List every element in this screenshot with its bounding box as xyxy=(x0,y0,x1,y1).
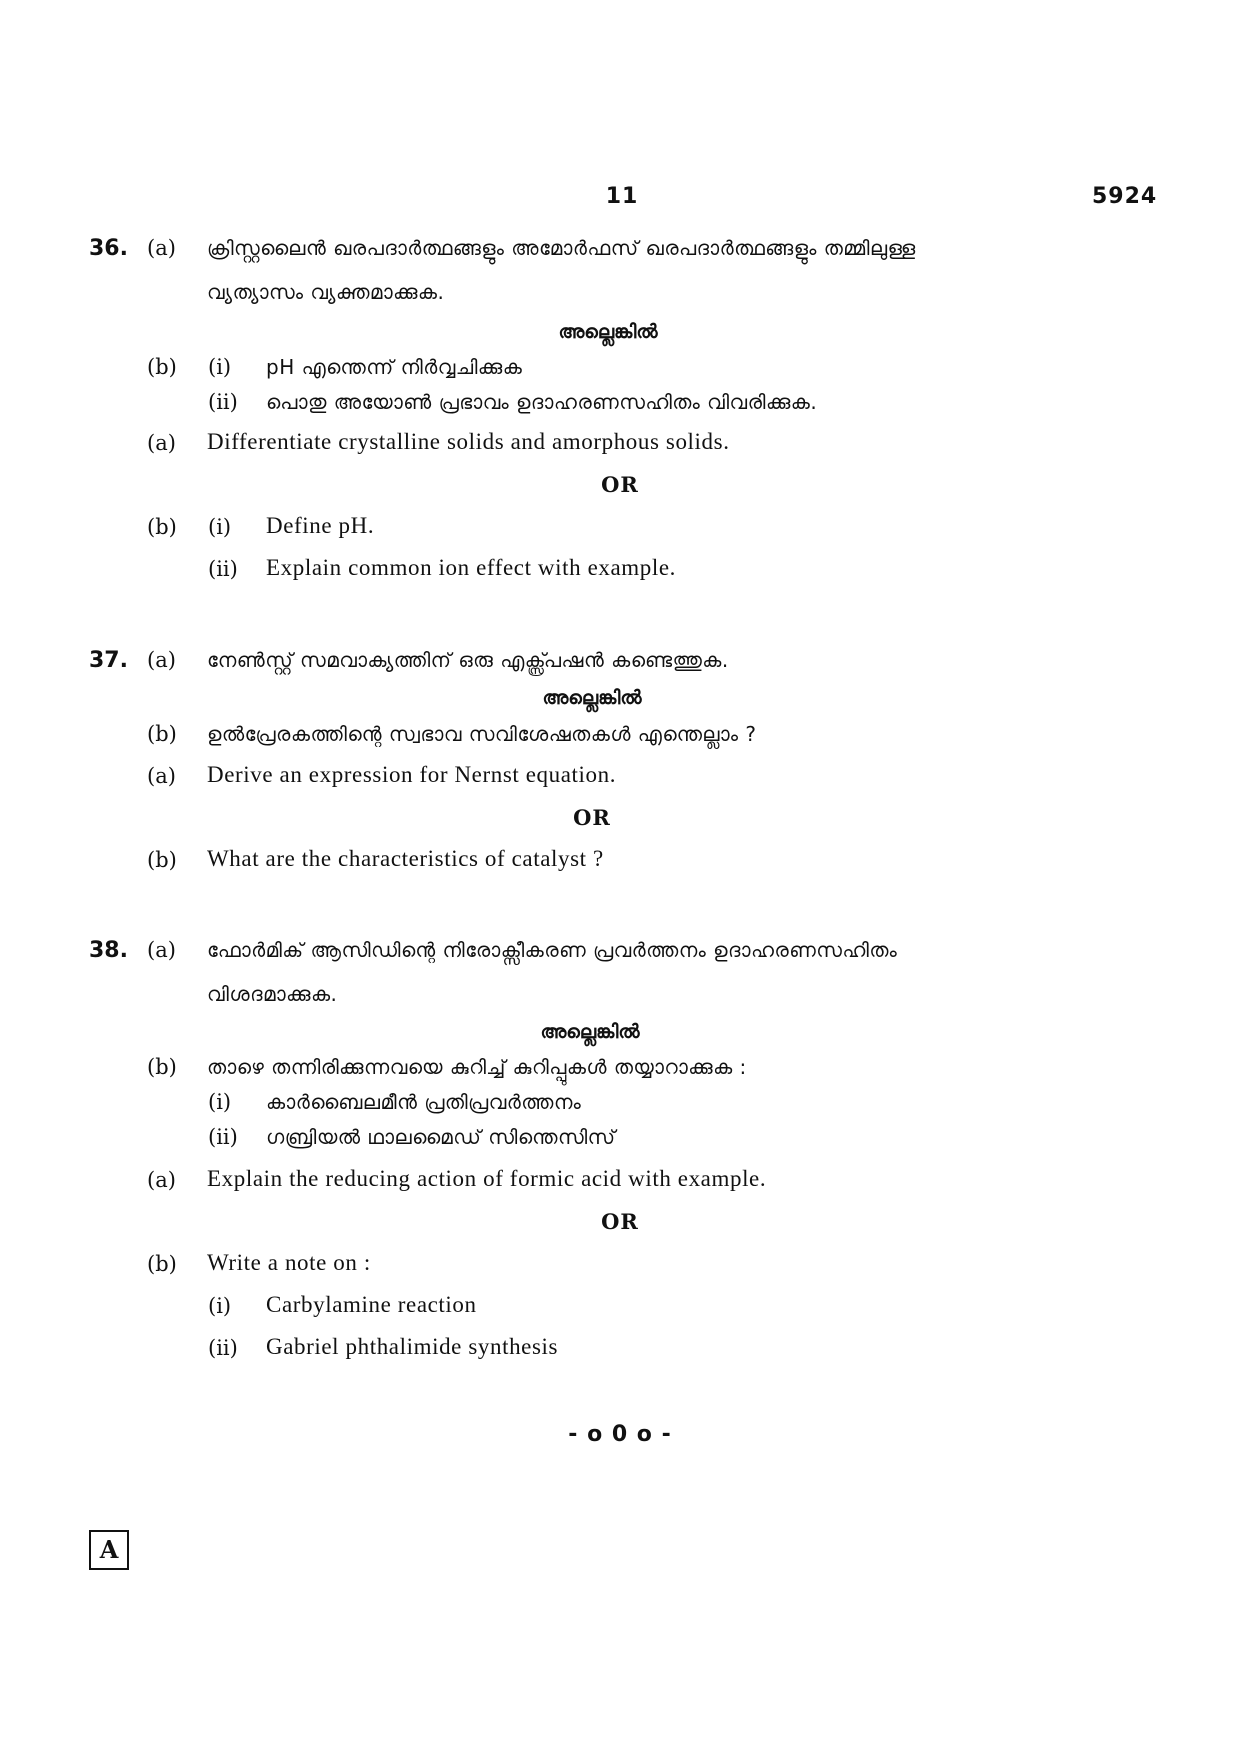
end-mark: - o 0 o - xyxy=(568,1422,672,1447)
sub-label-i: (i) xyxy=(208,1294,232,1318)
malayalam-text: കാർബൈലമീൻ പ്രതിപ്രവർത്തനം xyxy=(266,1090,582,1114)
english-text: What are the characteristics of catalyst ? xyxy=(207,846,604,871)
part-label-a: (a) xyxy=(147,938,176,962)
malayalam-text: ഫോർമിക് ആസിഡിന്റെ നിരോക്സീകരണ പ്രവർത്തനം ഉദാഹരണസഹിതം xyxy=(207,938,898,962)
part-label-a: (a) xyxy=(147,1168,176,1192)
part-label-b: (b) xyxy=(147,355,177,379)
english-text: Carbylamine reaction xyxy=(266,1292,477,1317)
sub-label-ii: (ii) xyxy=(208,557,238,581)
part-label-b: (b) xyxy=(147,1252,177,1276)
part-label-b: (b) xyxy=(147,722,177,746)
or-english: OR xyxy=(601,472,639,497)
malayalam-text: ക്രിസ്റ്റലൈൻ ഖരപദാർത്ഥങ്ങളും അമോർഫസ് ഖരപദാർത്ഥങ്ങളും തമ്മിലുള്ള xyxy=(207,236,916,260)
page-number: 11 xyxy=(605,184,639,209)
english-text: Write a note on : xyxy=(207,1250,371,1275)
malayalam-text: വ്യത്യാസം വ്യക്തമാക്കുക. xyxy=(207,280,445,304)
question-number: 37. xyxy=(89,648,128,673)
malayalam-text: താഴെ തന്നിരിക്കുന്നവയെ കുറിച്ച് കുറിപ്പുകൾ തയ്യാറാക്കുക : xyxy=(207,1055,747,1079)
english-text: Explain the reducing action of formic acid with example. xyxy=(207,1166,767,1191)
malayalam-text: നേൺസ്റ്റ് സമവാക്യത്തിന് ഒരു എക്സ്പ്രഷൻ കണ്ടെത്തുക. xyxy=(207,648,729,672)
paper-code: 5924 xyxy=(1092,184,1158,209)
version-box: A xyxy=(89,1530,129,1570)
english-text: Gabriel phthalimide synthesis xyxy=(266,1334,559,1359)
sub-label-i: (i) xyxy=(208,355,232,379)
sub-label-ii: (ii) xyxy=(208,390,238,414)
sub-label-ii: (ii) xyxy=(208,1336,238,1360)
part-label-b: (b) xyxy=(147,848,177,872)
part-label-a: (a) xyxy=(147,764,176,788)
or-english: OR xyxy=(573,805,611,830)
english-text: Define pH. xyxy=(266,513,375,538)
or-malayalam: അല്ലെങ്കിൽ xyxy=(542,687,642,709)
sub-label-i: (i) xyxy=(208,515,232,539)
english-text: Derive an expression for Nernst equation. xyxy=(207,762,617,787)
part-label-a: (a) xyxy=(147,236,176,260)
part-label-b: (b) xyxy=(147,515,177,539)
english-text: Differentiate crystalline solids and amorphous solids. xyxy=(207,429,730,454)
or-english: OR xyxy=(601,1209,639,1234)
sub-label-i: (i) xyxy=(208,1090,232,1114)
malayalam-text: വിശദമാക്കുക. xyxy=(207,982,338,1006)
malayalam-text: pH എന്തെന്ന് നിർവ്വചിക്കുക xyxy=(266,355,523,379)
malayalam-text: പൊതു അയോൺ പ്രഭാവം ഉദാഹരണസഹിതം വിവരിക്കുക. xyxy=(266,390,818,414)
part-label-a: (a) xyxy=(147,431,176,455)
question-number: 36. xyxy=(89,236,128,261)
or-malayalam: അല്ലെങ്കിൽ xyxy=(558,321,658,343)
part-label-a: (a) xyxy=(147,648,176,672)
malayalam-text: ഉൽപ്രേരകത്തിന്റെ സ്വഭാവ സവിശേഷതകൾ എന്തെല്ലാം ? xyxy=(207,722,757,746)
part-label-b: (b) xyxy=(147,1055,177,1079)
question-number: 38. xyxy=(89,938,128,963)
english-text: Explain common ion effect with example. xyxy=(266,555,677,580)
or-malayalam: അല്ലെങ്കിൽ xyxy=(540,1021,640,1043)
malayalam-text: ഗബ്രിയൽ ഥാലമൈഡ് സിന്തെസിസ് xyxy=(266,1125,616,1149)
sub-label-ii: (ii) xyxy=(208,1125,238,1149)
